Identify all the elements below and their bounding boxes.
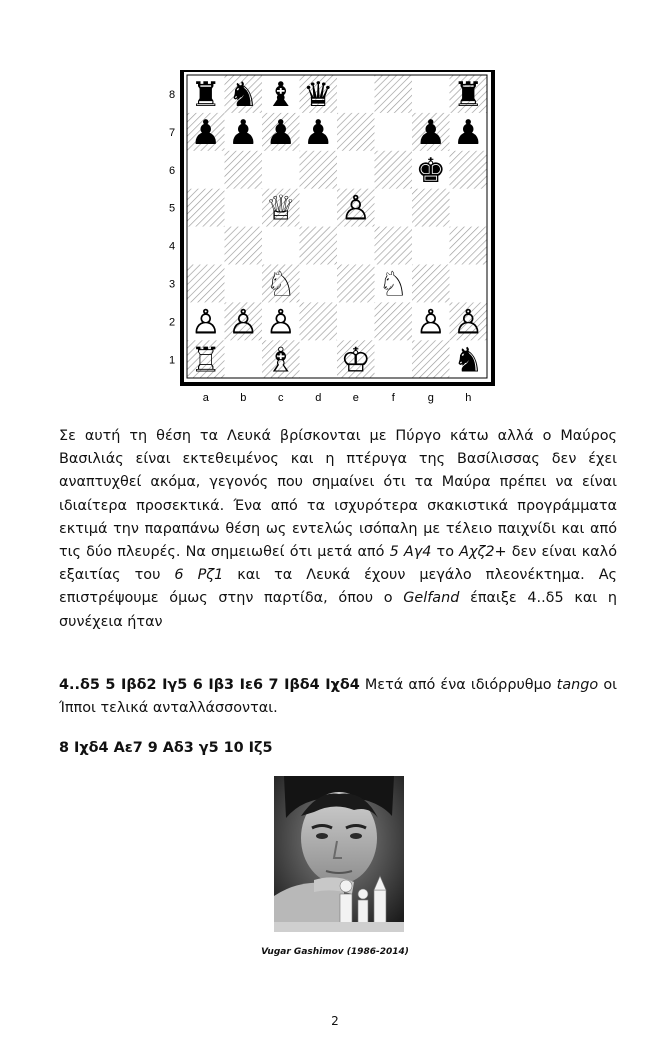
black-rook-piece: ♜ — [190, 74, 221, 115]
move-sequence: 8 Ιχδ4 Αε7 9 Αδ3 γ5 10 Ιζ5 — [59, 740, 273, 756]
text-run: οι Ίπποι τελικά ανταλλάσσονται. — [59, 677, 617, 717]
white-pawn-piece: ♙ — [340, 188, 371, 229]
white-pawn-piece: ♙ — [190, 302, 221, 343]
black-pawn-piece: ♟ — [415, 112, 446, 153]
black-king-piece: ♚ — [415, 150, 446, 191]
board-square — [450, 189, 488, 227]
board-square — [450, 227, 488, 265]
text-run: Μετά από ένα ιδιόρρυθμο — [359, 677, 557, 693]
black-queen-piece: ♛ — [303, 74, 334, 115]
rank-label: 7 — [168, 126, 176, 139]
board-square — [337, 227, 375, 265]
board-square — [337, 113, 375, 151]
white-knight-piece: ♘ — [265, 264, 296, 305]
board-square — [375, 227, 413, 265]
text-run: το — [431, 544, 460, 561]
white-rook-piece: ♖ — [190, 340, 221, 381]
file-label: d — [315, 392, 322, 404]
board-square — [187, 151, 225, 189]
move-sequence: 4..δ5 5 Ιβδ2 Ιγ5 6 Ιβ3 Ιε6 7 Ιβδ4 Ιχδ4 — [59, 677, 360, 693]
board-square — [412, 75, 450, 113]
board-square — [225, 340, 263, 378]
rank-label: 1 — [168, 354, 176, 367]
board-square — [225, 227, 263, 265]
move-5-ag4: 5 Αγ4 — [389, 544, 432, 561]
board-square — [337, 75, 375, 113]
board-square — [412, 189, 450, 227]
board-square — [375, 113, 413, 151]
black-pawn-piece: ♟ — [228, 112, 259, 153]
board-square — [262, 227, 300, 265]
file-label: e — [352, 392, 359, 404]
board-square — [337, 265, 375, 303]
rank-label: 3 — [168, 278, 176, 291]
black-pawn-piece: ♟ — [453, 112, 484, 153]
board-square — [187, 265, 225, 303]
tango-word: tango — [556, 677, 599, 693]
board-square — [375, 75, 413, 113]
rank-label: 5 — [168, 202, 176, 215]
text-run: έπαιξε 4..δ5 και η συνέχεια ήταν — [59, 590, 617, 630]
text-run: και τα Λευκά έχουν μεγάλο πλεονέκτημα. Ας επιστρέψουμε όμως στην παρτίδα, όπου ο — [59, 567, 617, 607]
white-pawn-piece: ♙ — [265, 302, 296, 343]
file-label: h — [465, 392, 472, 404]
page-number: 2 — [331, 1014, 339, 1028]
white-queen-piece: ♕ — [265, 188, 296, 229]
chess-diagram — [168, 70, 498, 410]
rank-label: 2 — [168, 316, 176, 329]
rank-label: 8 — [168, 88, 176, 101]
black-rook-piece: ♜ — [453, 74, 484, 115]
board-square — [300, 340, 338, 378]
board-square — [225, 189, 263, 227]
black-pawn-piece: ♟ — [190, 112, 221, 153]
board-square — [187, 189, 225, 227]
white-pawn-piece: ♙ — [415, 302, 446, 343]
board-square — [450, 151, 488, 189]
white-king-piece: ♔ — [340, 340, 371, 381]
board-square — [262, 151, 300, 189]
file-label: b — [240, 392, 247, 404]
board-square — [300, 265, 338, 303]
board-square — [375, 340, 413, 378]
black-pawn-piece: ♟ — [265, 112, 296, 153]
chess-board — [168, 70, 498, 410]
white-bishop-piece: ♗ — [265, 340, 296, 381]
black-pawn-piece: ♟ — [303, 112, 334, 153]
moves-paragraph — [59, 674, 617, 720]
text-run: Σε αυτή τη θέση τα Λευκά βρίσκονται με Πύργο κάτω αλλά ο Μαύρος Βασιλιάς είναι εκτεθειμένος και η πτέρυγα της Βασίλισσας δεν έχει αναπτυχθεί ακόμα, γεγονός που σημαίνει ότι τα Μαύρα πρέπει να είναι ιδιαίτερα προσεκτικά. Ένα από τα ισχυρότερα σκακιστικά προγράμματα εκτιμά την παραπάνω θέση ως εντελώς ισόπαλη με τέλειο παιχνίδι και από τις δύο πλευρές. Να σημειωθεί ότι μετά από — [59, 428, 617, 561]
board-square — [225, 151, 263, 189]
board-square — [412, 227, 450, 265]
board-square — [412, 265, 450, 303]
white-pawn-piece: ♙ — [453, 302, 484, 343]
rank-label: 4 — [168, 240, 176, 253]
board-square — [375, 302, 413, 340]
board-square — [300, 189, 338, 227]
white-pawn-piece: ♙ — [228, 302, 259, 343]
analysis-paragraph — [59, 425, 617, 634]
move-axz2: Αχζ2+ — [459, 544, 507, 561]
board-square — [300, 302, 338, 340]
board-square — [225, 265, 263, 303]
photo-caption: Vugar Gashimov (1986-2014) — [261, 947, 409, 957]
board-square — [450, 265, 488, 303]
board-square — [337, 302, 375, 340]
board-square — [300, 227, 338, 265]
text-run: δεν είναι καλό εξαιτίας του — [59, 544, 617, 584]
board-square — [337, 151, 375, 189]
black-knight-piece: ♞ — [228, 74, 259, 115]
board-square — [375, 151, 413, 189]
file-label: g — [427, 392, 434, 404]
white-knight-piece: ♘ — [378, 264, 409, 305]
black-bishop-piece: ♝ — [265, 74, 296, 115]
moves-line — [59, 740, 273, 756]
board-square — [375, 189, 413, 227]
file-label: c — [278, 392, 284, 404]
board-square — [300, 151, 338, 189]
rank-label: 6 — [168, 164, 176, 177]
move-6-rz1: 6 Ρζ1 — [174, 567, 224, 584]
board-square — [412, 340, 450, 378]
file-label: a — [202, 392, 209, 404]
player-name-gelfand: Gelfand — [403, 590, 460, 607]
black-knight-piece: ♞ — [453, 340, 484, 381]
board-square — [187, 227, 225, 265]
portrait-photo — [274, 776, 404, 932]
file-label: f — [391, 392, 395, 404]
